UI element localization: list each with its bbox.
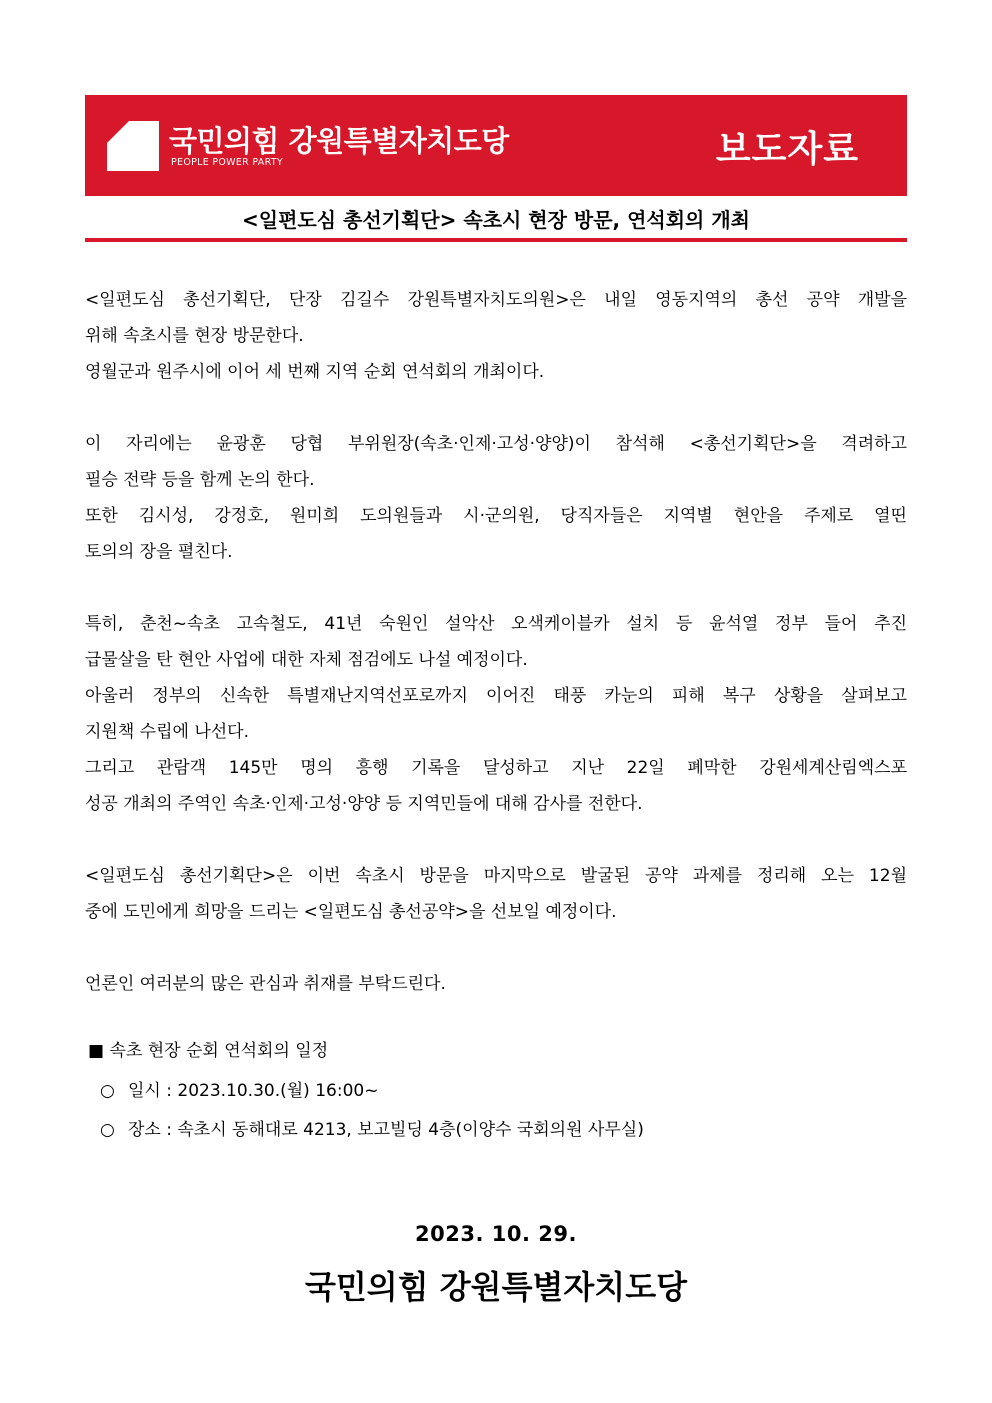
schedule-title: ■ 속초 현장 순회 연석회의 일정 — [88, 1041, 329, 1061]
text-line: 성공 개최의 주역인 속초·인제·고성·양양 등 지역민들에 대해 감사를 전한다. — [85, 794, 643, 814]
org-name: 국민의힘 강원특별자치도당 — [169, 124, 509, 158]
article-body — [85, 282, 907, 1002]
paragraph — [85, 282, 907, 390]
paragraph — [85, 426, 907, 570]
text-line: 이 자리에는 윤광훈 당협 부위원장(속초·인제·고성·양양)이 참석해 <총선기획단>을 격려하고 — [85, 434, 907, 454]
text-line: 아울러 정부의 신속한 특별재난지역선포로까지 이어진 태풍 카눈의 피해 복구 상황을 살펴보고 — [85, 686, 907, 706]
schedule-item-text: 일시 : 2023.10.30.(월) 16:00~ — [128, 1081, 379, 1101]
text-line: 위해 속초시를 현장 방문한다. — [85, 326, 304, 346]
paragraph — [85, 966, 907, 1002]
text-line: <일편도심 총선기획단, 단장 김길수 강원특별자치도의원>은 내일 영동지역의 총선 공약 개발을 — [85, 290, 907, 310]
text-line: 급물살을 탄 현안 사업에 대한 자체 점검에도 나설 예정이다. — [85, 650, 528, 670]
release-date: 2023. 10. 29. — [415, 1222, 577, 1246]
circle-bullet-icon: ○ — [100, 1081, 115, 1101]
text-line: 지원책 수립에 나선다. — [85, 722, 250, 742]
issuer-signature: 국민의힘 강원특별자치도당 — [304, 1268, 688, 1306]
headline-divider — [85, 238, 907, 242]
text-line: 그리고 관람객 145만 명의 흥행 기록을 달성하고 지난 22일 폐막한 강원세계산림엑스포 — [85, 758, 907, 778]
schedule-item-text: 장소 : 속초시 동해대로 4213, 보고빌딩 4층(이양수 국회의원 사무실) — [128, 1120, 644, 1140]
schedule-item-datetime — [100, 1076, 378, 1101]
text-line: <일편도심 총선기획단>은 이번 속초시 방문을 마지막으로 발굴된 공약 과제를 정리해 오는 12월 — [85, 866, 907, 886]
text-line: 토의의 장을 펼친다. — [85, 542, 233, 562]
text-line: 특히, 춘천~속초 고속철도, 41년 숙원인 설악산 오색케이블카 설치 등 윤석열 정부 들어 추진 — [85, 614, 907, 634]
text-line: 필승 전략 등을 함께 논의 한다. — [85, 470, 315, 490]
schedule-item-location — [100, 1115, 644, 1140]
org-subtitle: PEOPLE POWER PARTY — [171, 157, 284, 168]
text-line: 또한 김시성, 강정호, 원미희 도의원들과 시·군의원, 당직자들은 지역별 현안을 주제로 열띤 — [85, 506, 907, 526]
header-banner — [85, 95, 907, 196]
headline: <일편도심 총선기획단> 속초시 현장 방문, 연석회의 개최 — [242, 208, 750, 232]
paragraph — [85, 606, 907, 822]
paragraph — [85, 858, 907, 930]
text-line: 언론인 여러분의 많은 관심과 취재를 부탁드린다. — [85, 974, 446, 994]
party-logo-icon — [107, 121, 159, 171]
text-line: 중에 도민에게 희망을 드리는 <일편도심 총선공약>을 선보일 예정이다. — [85, 902, 617, 922]
text-line: 영월군과 원주시에 이어 세 번째 지역 순회 연석회의 개최이다. — [85, 362, 545, 382]
circle-bullet-icon: ○ — [100, 1120, 115, 1140]
doc-type-label: 보도자료 — [715, 129, 859, 170]
